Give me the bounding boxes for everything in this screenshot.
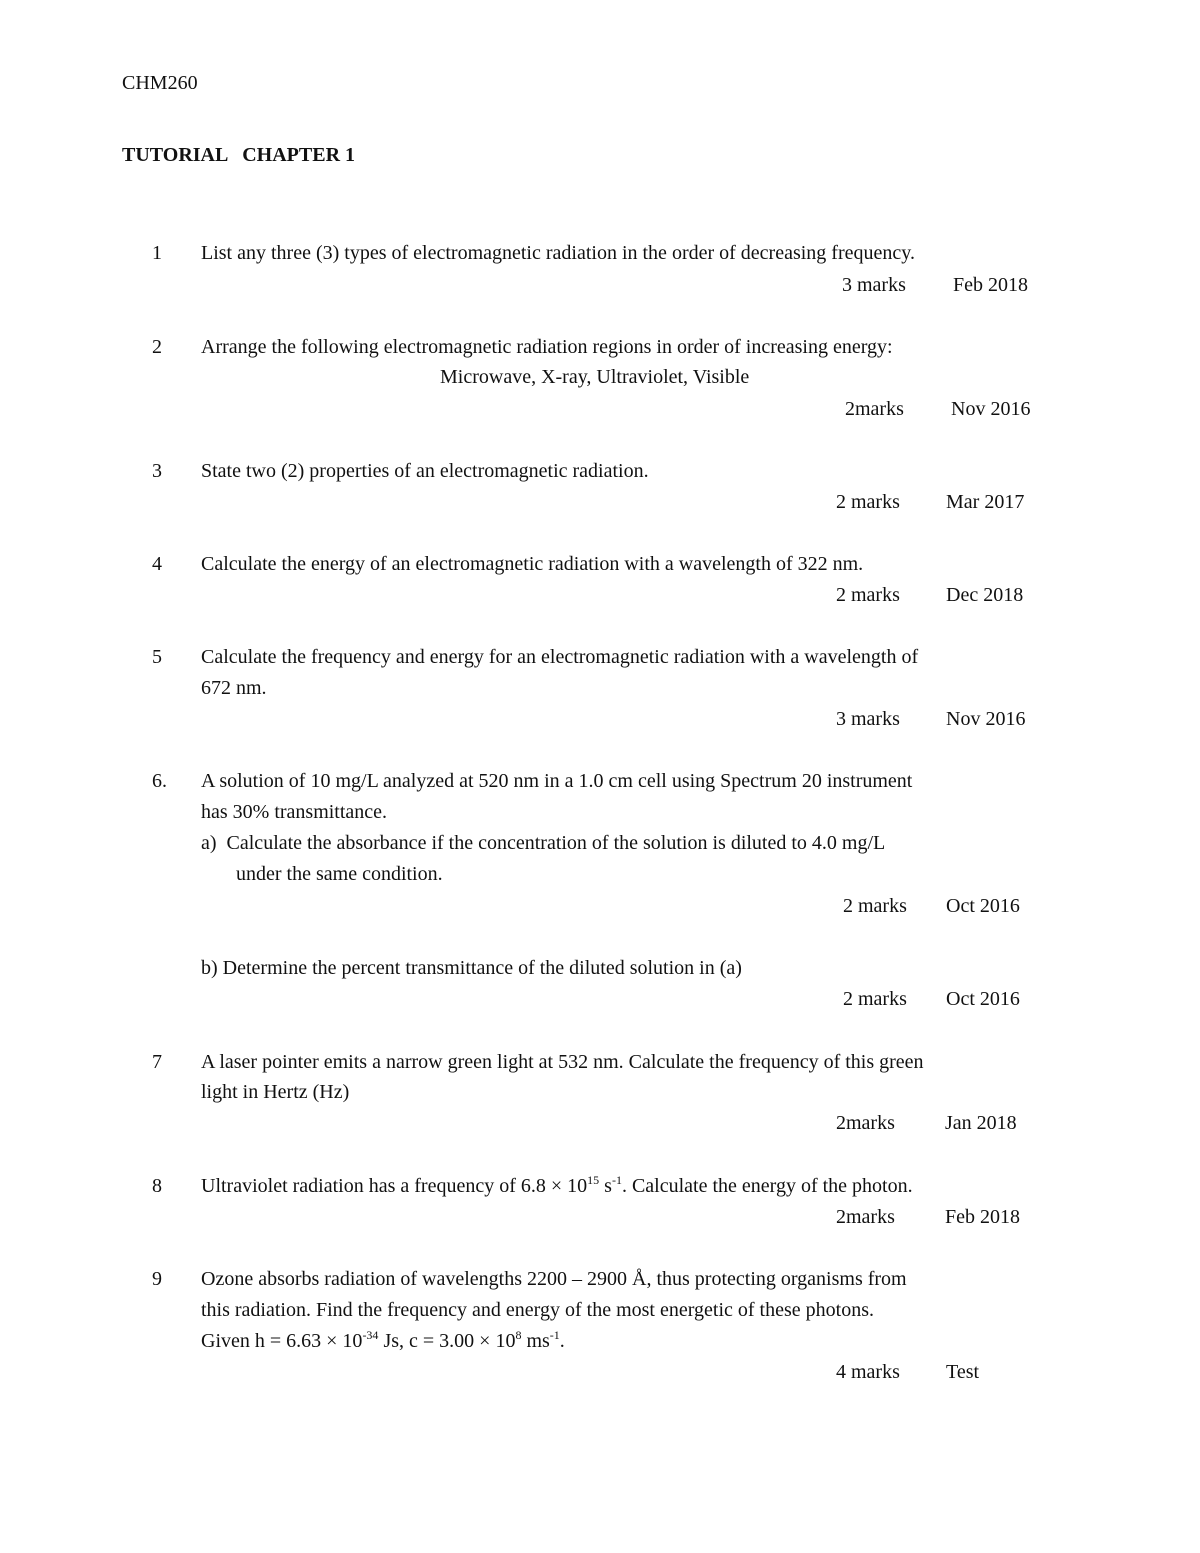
question-6-text-line-2: has 30% transmittance.	[201, 801, 388, 823]
question-6a-marks: 2 marks	[843, 895, 907, 917]
question-9-exponent-1: -34	[362, 1328, 379, 1342]
question-3-number: 3	[152, 460, 162, 482]
question-3-marks: 2 marks	[836, 491, 900, 513]
question-9-given-part-3: ms	[521, 1330, 550, 1352]
question-8-exponent-1: 15	[587, 1173, 600, 1187]
question-8-exponent-2: -1	[611, 1173, 622, 1187]
question-2-text: Arrange the following electromagnetic radiation regions in order of increasing energy:	[201, 336, 893, 358]
question-9-given-constants	[201, 1328, 565, 1352]
course-code: CHM260	[122, 72, 198, 94]
question-1-text: List any three (3) types of electromagnetic radiation in the order of decreasing frequency.	[201, 242, 915, 264]
page-title: TUTORIAL CHAPTER 1	[122, 144, 356, 166]
question-9-given-part-2: Js, c = 3.00 × 10	[378, 1330, 516, 1352]
question-6-text-line-1: A solution of 10 mg/L analyzed at 520 nm in a 1.0 cm cell using Spectrum 20 instrument	[201, 770, 913, 792]
question-7-number: 7	[152, 1051, 162, 1073]
question-9-exponent-2: 8	[515, 1328, 522, 1342]
question-1-marks: 3 marks	[842, 274, 906, 296]
question-9-given-part-1: Given h = 6.63 × 10	[201, 1330, 363, 1352]
question-9-text-line-1: Ozone absorbs radiation of wavelengths 2200 – 2900 Å, thus protecting organisms from	[201, 1268, 907, 1290]
question-3-text: State two (2) properties of an electromagnetic radiation.	[201, 460, 649, 482]
question-9-marks: 4 marks	[836, 1361, 900, 1383]
question-4-date: Dec 2018	[946, 584, 1024, 606]
question-9-exponent-3: -1	[549, 1328, 560, 1342]
question-5-number: 5	[152, 646, 162, 668]
question-7-date: Jan 2018	[945, 1112, 1017, 1134]
question-6b-marks: 2 marks	[843, 988, 907, 1010]
question-5-text-line-1: Calculate the frequency and energy for an electromagnetic radiation with a wavelength of	[201, 646, 919, 668]
question-6a-date: Oct 2016	[946, 895, 1020, 917]
question-9-date: Test	[946, 1361, 980, 1383]
question-3-date: Mar 2017	[946, 491, 1025, 513]
question-5-date: Nov 2016	[946, 708, 1026, 730]
question-6a-text-line-1: a) Calculate the absorbance if the concentration of the solution is diluted to 4.0 mg/L	[201, 832, 886, 854]
question-8-text-before: Ultraviolet radiation has a frequency of 6.8 × 10	[201, 1175, 588, 1197]
question-4-marks: 2 marks	[836, 584, 900, 606]
question-6b-date: Oct 2016	[946, 988, 1020, 1010]
question-8-text	[201, 1173, 913, 1197]
question-5-marks: 3 marks	[836, 708, 900, 730]
question-8-number: 8	[152, 1175, 162, 1197]
question-1-date: Feb 2018	[953, 274, 1028, 296]
question-8-text-after: . Calculate the energy of the photon.	[621, 1175, 913, 1197]
question-2-marks: 2marks	[845, 398, 904, 420]
question-6-number: 6.	[152, 770, 167, 792]
question-6b-text: b) Determine the percent transmittance of the diluted solution in (a)	[201, 957, 742, 979]
question-4-text: Calculate the energy of an electromagnetic radiation with a wavelength of 322 nm.	[201, 553, 864, 575]
question-9-text-line-2: this radiation. Find the frequency and energy of the most energetic of these photons.	[201, 1299, 874, 1321]
question-7-text-line-2: light in Hertz (Hz)	[201, 1081, 350, 1103]
question-2-date: Nov 2016	[951, 398, 1031, 420]
question-9-given-part-4: .	[559, 1330, 565, 1352]
question-4-number: 4	[152, 553, 162, 575]
question-5-text-line-2: 672 nm.	[201, 677, 267, 699]
question-8-text-middle: s	[599, 1175, 612, 1197]
question-7-text-line-1: A laser pointer emits a narrow green light at 532 nm. Calculate the frequency of this green	[201, 1051, 924, 1073]
question-9-number: 9	[152, 1268, 162, 1290]
question-8-marks: 2marks	[836, 1206, 895, 1228]
question-1-number: 1	[152, 242, 162, 264]
question-7-marks: 2marks	[836, 1112, 895, 1134]
question-6a-text-line-2: under the same condition.	[236, 863, 443, 885]
question-2-regions: Microwave, X-ray, Ultraviolet, Visible	[440, 366, 750, 388]
question-8-date: Feb 2018	[945, 1206, 1020, 1228]
question-2-number: 2	[152, 336, 162, 358]
